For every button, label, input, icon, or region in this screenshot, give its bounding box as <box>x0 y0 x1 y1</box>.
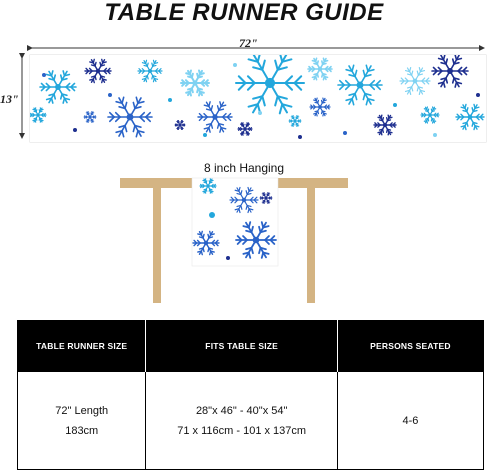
fits-table-inches: 28"x 46" - 40"x 54" <box>195 404 288 417</box>
hanging-caption: 8 inch Hanging <box>203 161 285 175</box>
table-leg-right <box>307 186 315 303</box>
header-runner-size: TABLE RUNNER SIZE <box>18 321 146 372</box>
cell-persons-seated: 4-6 <box>337 372 483 470</box>
header-persons-seated: PERSONS SEATED <box>337 321 483 372</box>
height-label: 13" <box>0 92 19 106</box>
dot-decoration <box>226 256 230 260</box>
size-guide-table <box>17 320 484 470</box>
table-leg-left <box>153 186 161 303</box>
cell-fits-table <box>146 372 337 470</box>
width-label: 72" <box>239 36 258 50</box>
page-title: TABLE RUNNER GUIDE <box>104 0 384 26</box>
runner-length: 72" Length <box>55 404 109 417</box>
cell-runner-size <box>18 372 146 470</box>
fits-table-cm: 71 x 116cm - 101 x 137cm <box>177 424 307 437</box>
table-row <box>18 372 484 470</box>
header-fits-table: FITS TABLE SIZE <box>146 321 337 372</box>
runner-length-cm: 183cm <box>65 424 99 437</box>
dot-decoration <box>209 212 215 218</box>
